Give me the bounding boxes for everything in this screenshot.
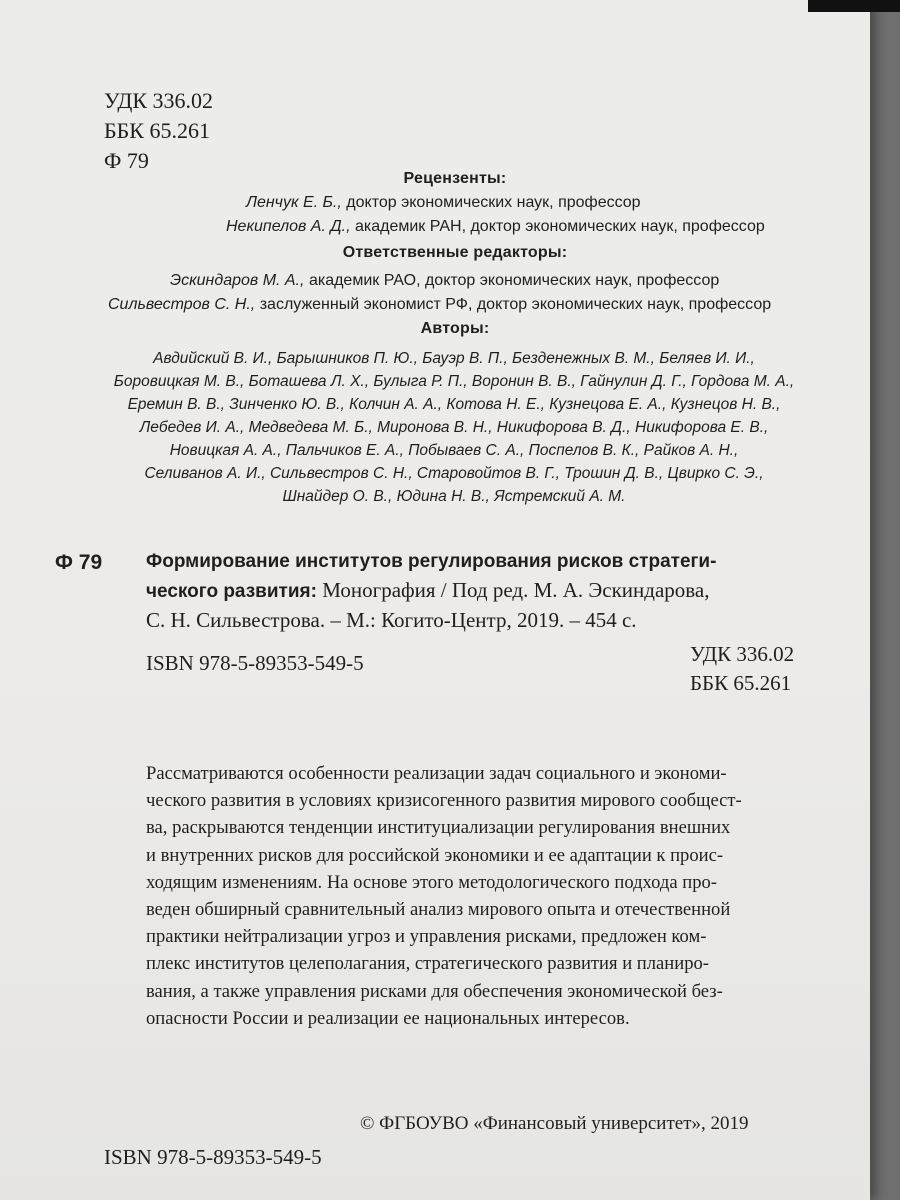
reviewer-2 <box>226 218 765 236</box>
authors-heading: Авторы: <box>420 320 490 337</box>
entry-udk: УДК 336.02 <box>690 642 795 666</box>
authors-line: Еремин В. В., Зинченко Ю. В., Колчин А. А., Котова Н. Е., Кузнецова Е. А., Кузнецов Н. В., <box>127 396 781 413</box>
reviewer-1 <box>246 194 641 212</box>
abstract-line: опасности России и реализации ее национальных интересов. <box>146 1007 630 1029</box>
reviewer-2-title: академик РАН, доктор экономических наук, профессор <box>354 218 765 235</box>
abstract-line: плекс институтов целеполагания, стратегического развития и планиро- <box>146 953 709 975</box>
abstract-line: ческого развития в условиях кризисогенного развития мирового сообщест- <box>146 790 742 812</box>
abstract-line: Рассматриваются особенности реализации задач социального и экономи- <box>146 763 727 784</box>
authors-line: Авдийский В. И., Барышников П. Ю., Бауэр В. П., Безденежных В. М., Беляев И. И., <box>153 350 755 367</box>
bibliographic-entry <box>146 546 806 635</box>
editor-1 <box>170 272 719 290</box>
entry-isbn: ISBN 978-5-89353-549-5 <box>146 651 364 675</box>
abstract-line: практики нейтрализации угроз и управления рисками, предложен ком- <box>146 926 707 948</box>
reviewer-2-name: Некипелов А. Д., <box>226 218 351 235</box>
bbk-code: ББК 65.261 <box>104 118 210 143</box>
abstract-line: и внутренних рисков для российской экономики и ее адаптации к проис- <box>146 844 724 866</box>
abstract-line: ва, раскрываются тенденции институциализации регулирования внешних <box>146 817 731 839</box>
abstract-line: ходящим изменениям. На основе этого методологического подхода про- <box>146 871 718 893</box>
reviewer-1-title: доктор экономических наук, профессор <box>346 194 641 211</box>
entry-title-part-2: ческого развития: <box>146 581 317 602</box>
copyright-notice: © ФГБОУВО «Финансовый университет», 2019 <box>360 1113 749 1134</box>
editor-1-name: Эскиндаров М. А., <box>170 272 305 289</box>
abstract-line: веден обширный сравнительный анализ мирового опыта и отечественной <box>146 899 731 921</box>
authors-line: Шнайдер О. В., Юдина Н. В., Ястремский А. М. <box>282 488 626 505</box>
bottom-isbn: ISBN 978-5-89353-549-5 <box>104 1145 322 1169</box>
abstract-line: вания, а также управления рисками для обеспечения экономической без- <box>146 980 723 1002</box>
authors-line: Новицкая А. А., Пальчиков Е. А., Побываев С. А., Поспелов В. К., Райков А. Н., <box>169 442 739 459</box>
abstract <box>146 760 818 1032</box>
author-mark: Ф 79 <box>104 148 149 173</box>
reviewers-heading: Рецензенты: <box>403 170 507 187</box>
authors-list <box>104 347 804 508</box>
entry-editors: Монография / Под ред. М. А. Эскиндарова, <box>316 578 710 602</box>
editor-2-title: заслуженный экономист РФ, доктор экономических наук, профессор <box>259 296 772 313</box>
authors-line: Лебедев И. А., Медведева М. Б., Миронова В. Н., Никифорова В. Д., Никифорова Е. В., <box>139 419 769 436</box>
authors-line: Боровицкая М. В., Боташева Л. Х., Булыга Р. П., Воронин В. В., Гайнулин Д. Г., Гордова М. А., <box>113 373 795 390</box>
authors-line: Селиванов А. И., Сильвестров С. Н., Старовойтов В. Г., Трошин Д. В., Цвирко С. Э., <box>144 465 764 482</box>
entry-publication: С. Н. Сильвестрова. – М.: Когито-Центр, 2019. – 454 с. <box>146 608 637 632</box>
reviewer-1-name: Ленчук Е. Б., <box>246 194 342 211</box>
editor-2-name: Сильвестров С. Н., <box>108 296 256 313</box>
editor-1-title: академик РАО, доктор экономических наук, профессор <box>308 272 720 289</box>
background-edge <box>808 0 900 12</box>
editors-heading: Ответственные редакторы: <box>342 244 568 261</box>
entry-bbk: ББК 65.261 <box>690 671 792 695</box>
entry-codes <box>690 640 794 698</box>
entry-title-part-1: Формирование институтов регулирования рисков стратеги- <box>146 551 717 572</box>
editor-2 <box>108 296 771 314</box>
udk-code: УДК 336.02 <box>104 88 214 113</box>
entry-index: Ф 79 <box>55 551 103 574</box>
